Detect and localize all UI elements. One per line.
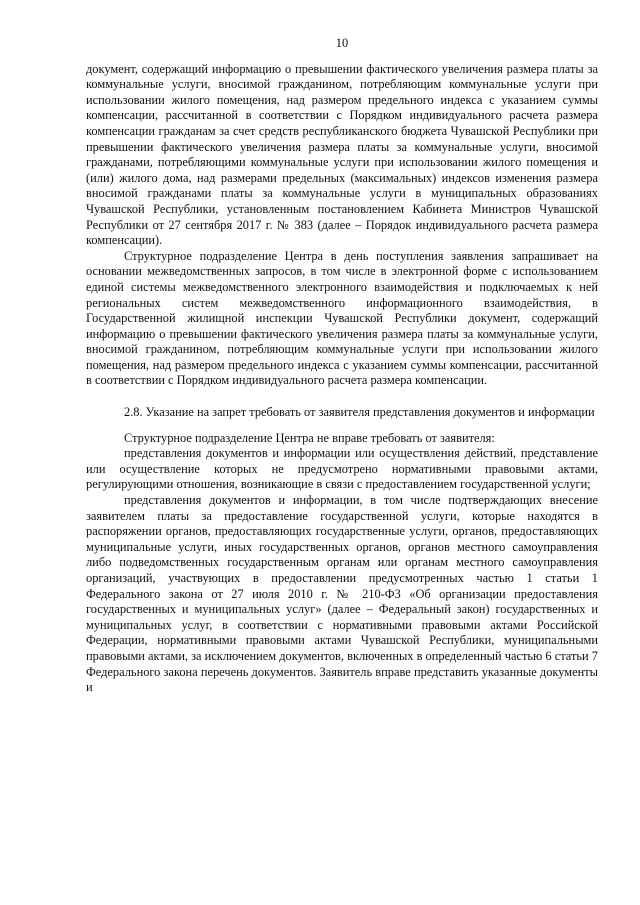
paragraph-prohibition-intro: Структурное подразделение Центра не вправе требовать от заявителя: [124,430,495,445]
page-number: 10 [335,36,349,50]
paragraph-document-info: документ, содержащий информацию о превышении фактического увеличения размера платы за коммунальные услуги, вносимой гражданином, потребляющим коммунальные услуги при использовании жилого помещения, над размером предельного индекса с указанием суммы компенсации, рассчитанной в соответствии с Порядком индивидуального расчета размера компенсации гражданам за счет средств республиканского бюджета Чувашской Республики при превышении фактического увеличения размера платы за коммунальные услуги, вносимой гражданами, потребляющими коммунальные услуги при использовании жилого помещения и (или) жилого дома, над размерами предельных (максимальных) индексов изменения размера вносимой гражданами платы за коммунальные услуги в муниципальных образованиях Чувашской Республики, установленным постановлением Кабинета Министров Чувашской Республики от 27 сентября 2017 г. № 383 (далее – Порядок индивидуального расчета размера компенсации). [86,61,598,248]
paragraph-interagency-request: Структурное подразделение Центра в день поступления заявления запрашивает на основании межведомственных запросов, в том числе в электронной форме с использованием единой системы межведомственного электронного взаимодействия и подключаемых к ней региональных систем межведомственного информационного взаимодействия, в Государственной жилищной инспекции Чувашской Республики документ, содержащий информацию о превышении фактического увеличения размера платы за коммунальные услуги, вносимой гражданином, потребляющим коммунальные услуги при использовании жилого помещения, над размером предельного индекса с указанием суммы компенсации, рассчитанной в соответствии с Порядком индивидуального расчета размера компенсации. [86,248,598,388]
spacer [86,421,598,431]
paragraph-prohibition-item-2: представления документов и информации, в том числе подтверждающих внесение заявителем платы за предоставление государственной услуги, которые находятся в распоряжении органов, предоставляющих государственные услуги, органов, предоставляющих муниципальные услуги, иных государственных органов, органов местного самоуправления либо подведомственных государственным органам или органам местного самоуправления организаций, участвующих в предоставлении предусмотренных частью 1 статьи 1 Федерального закона от 27 июля 2010 г. № 210-ФЗ «Об организации предоставления государственных и муниципальных услуг» (далее – Федеральный закон) государственных и муниципальных услуг, в соответствии с нормативными правовыми актами Российской Федерации, нормативными правовыми актами Чувашской Республики, муниципальными правовыми актами, за исключением документов, включенных в определенный частью 6 статьи 7 Федерального закона перечень документов. Заявитель вправе представить указанные документы и [86,493,598,695]
section-heading: 2.8. Указание на запрет требовать от заявителя представления документов и информации [124,405,595,420]
paragraph-prohibition-item-1: представления документов и информации или осуществления действий, представление или осуществление которых не предусмотрено нормативными правовыми актами, регулирующими отношения, возникающие в связи с предоставлением государственной услуги; [86,446,598,492]
spacer [86,389,598,405]
